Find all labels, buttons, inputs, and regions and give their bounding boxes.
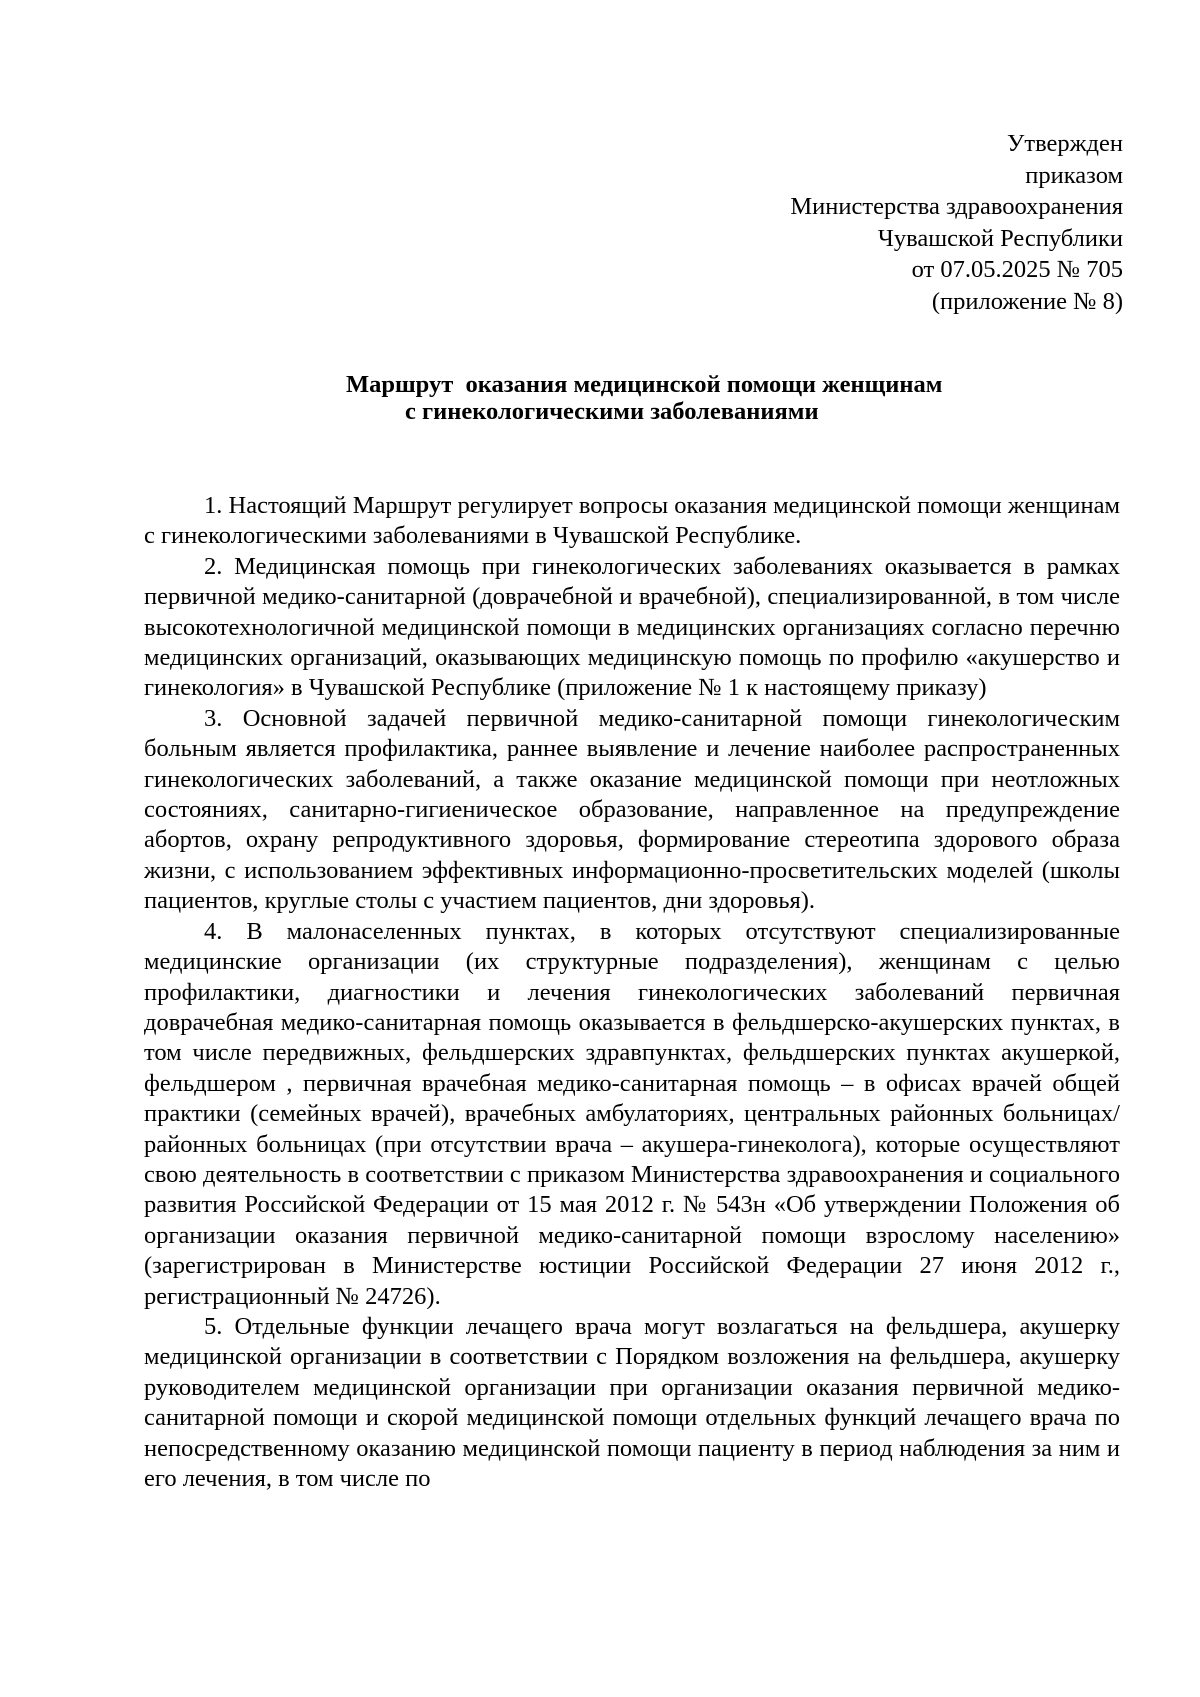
approval-line-republic: Чувашской Республики [877,224,1123,252]
approval-line-approved: Утвержден [1007,130,1123,157]
document-title-line-1: Маршрут оказания медицинской помощи женщинам [346,371,943,398]
document-title-line-2: с гинекологическими заболеваниями [405,398,819,425]
paragraph-5: 5. Отдельные функции лечащего врача могут возлагаться на фельдшера, акушерку медицинской организации в соответствии с Порядком возложения на фельдшера, акушерку руководителем медицинской организации при организации оказания первичной медико-санитарной помощи и скорой медицинской помощи отдельных функций лечащего врача по непосредственному оказанию медицинской помощи пациенту в период наблюдения за ним и его лечения, в том числе по [144,1312,1120,1492]
approval-line-order: приказом [1025,161,1123,189]
paragraph-2: 2. Медицинская помощь при гинекологических заболеваниях оказывается в рамках первичной медико-санитарной (доврачебной и врачебной), специализированной, в том числе высокотехнологичной медицинской помощи в медицинских организациях согласно перечню медицинских организаций, оказывающих медицинскую помощь по профилю «акушерство и гинекология» в Чувашской Республике (приложение № 1 к настоящему приказу) [144,552,1120,702]
approval-line-appendix: (приложение № 8) [931,287,1123,315]
document-title [130,371,1200,425]
paragraph-4: 4. В малонаселенных пунктах, в которых отсутствуют специализированные медицинские организации (их структурные подразделения), женщинам с целью профилактики, диагностики и лечения гинекологических заболеваний первичная доврачебная медико-санитарная помощь оказывается в фельдшерско-акушерских пунктах, в том числе передвижных, фельдшерских здравпунктах, фельдшерских пунктах акушеркой, фельдшером , первичная врачебная медико-санитарная помощь – в офисах врачей общей практики (семейных врачей), врачебных амбулаториях, центральных районных больницах/районных больницах (при отсутствии врача – акушера-гинеколога), которые осуществляют свою деятельность в соответствии с приказом Министерства здравоохранения и социального развития Российской Федерации от 15 мая 2012 г. № 543н «Об утверждении Положения об организации оказания первичной медико-санитарной помощи взрослому населению» (зарегистрирован в Министерстве юстиции Российской Федерации 27 июня 2012 г., регистрационный № 24726). [144,917,1120,1310]
paragraph-1: 1. Настоящий Маршрут регулирует вопросы оказания медицинской помощи женщинам с гинекологическими заболеваниями в Чувашской Республике. [144,492,1120,550]
document-body [144,491,1120,1494]
approval-line-date-number: от 07.05.2025 № 705 [911,256,1123,283]
paragraph-3: 3. Основной задачей первичной медико-санитарной помощи гинекологическим больным является профилактика, раннее выявление и лечение наиболее распространенных гинекологических заболеваний, а также оказание медицинской помощи при неотложных состояниях, санитарно-гигиеническое образование, направленное на предупреждение абортов, охрану репродуктивного здоровья, формирование стереотипа здорового образа жизни, с использованием эффективных информационно-просветительских моделей (школы пациентов, круглые столы с участием пациентов, дни здоровья). [144,704,1120,915]
approval-stamp-block [703,128,1123,317]
approval-line-ministry: Министерства здравоохранения [790,193,1123,220]
